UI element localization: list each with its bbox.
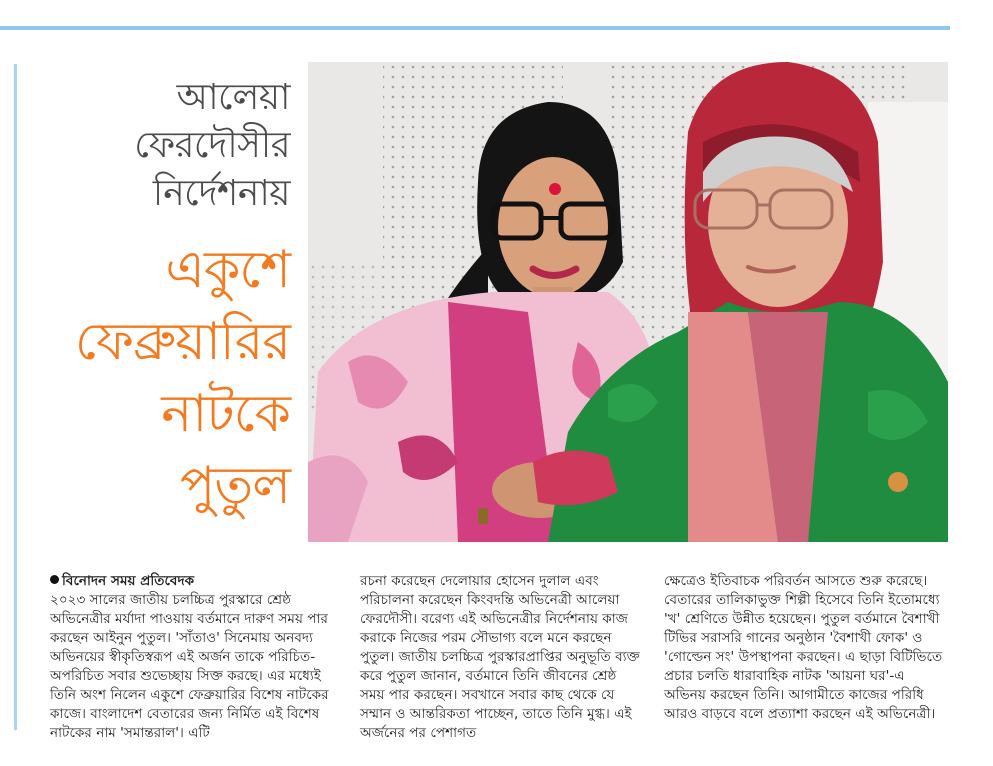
title-line: পুতুল xyxy=(179,456,290,516)
article-photo xyxy=(308,62,948,542)
title-line: নাটকে xyxy=(161,384,290,444)
article-text: রচনা করেছেন দেলোয়ার হোসেন দুলাল এবং পরিচালনা করেছেন কিংবদন্তি অভিনেত্রী আলেয়া ফেরদৌসী। বরেণ্য এই অভিনেত্রীর নির্দেশনায় কাজ করাকে নিজের পরম সৌভাগ্য বলে মনে করছেন পুতুল। জাতীয় চলচ্চিত্র পুরস্কারপ্রাপ্তির অনুভূতি ব্যক্ত করে পুতুল জানান, বর্তমানে তিনি জীবনের শ্রেষ্ঠ সময় পার করছেন। সবখানে সবার কাছ থেকে যে সম্মান ও আন্তরিকতা পাচ্ছেন, তাতে তিনি মুগ্ধ। এই অর্জনের পর পেশাগত xyxy=(360,573,640,741)
article-column-2 xyxy=(360,572,644,743)
headline-title xyxy=(40,234,290,522)
byline-text: বিনোদন সময় প্রতিবেদক xyxy=(62,573,195,589)
headline-block xyxy=(40,74,290,522)
article-column-3 xyxy=(664,572,948,724)
kicker-line: নির্দেশনায় xyxy=(152,173,290,214)
title-line: একুশে xyxy=(165,240,290,300)
byline-bullet-icon xyxy=(50,575,59,584)
headline-kicker xyxy=(40,74,290,218)
photo-illustration xyxy=(308,62,948,542)
top-rule xyxy=(0,26,950,30)
side-rule xyxy=(14,64,17,730)
article-text: ক্ষেত্রেও ইতিবাচক পরিবর্তন আসতে শুরু করেছে। বেতারের তালিকাভুক্ত শিল্পী হিসেবে তিনি ইতোমধ্যে 'খ' শ্রেণিতে উন্নীত হয়েছেন। পুতুল বর্তমানে বৈশাখী টিভির সরাসরি গানের অনুষ্ঠান 'বৈশাখী ফোক' ও 'গোল্ডেন সং' উপস্থাপনা করছেন। এ ছাড়া বিটিভিতে প্রচার চলতি ধারাবাহিক নাটক 'আয়না ঘর'-এ অভিনয় করছেন তিনি। আগামীতে কাজের পরিধি আরও বাড়বে বলে প্রত্যাশা করছেন এই অভিনেত্রী। xyxy=(664,573,943,722)
kicker-line: ফেরদৌসীর xyxy=(134,125,290,166)
byline xyxy=(50,572,336,591)
title-line: ফেব্রুয়ারির xyxy=(74,312,290,372)
article-text: ২০২৩ সালের জাতীয় চলচ্চিত্র পুরস্কারে শ্রেষ্ঠ অভিনেত্রীর মর্যাদা পাওয়ায় বর্তমানে দারুণ সময় পার করছেন আইনুন পুতুল। 'সাঁতাও' সিনেমায় অনবদ্য অভিনয়ের স্বীকৃতিস্বরূপ এই অর্জন তাকে পরিচিত-অপরিচিত সবার শুভেচ্ছায় সিক্ত করছে। এর মধ্যেই তিনি অংশ নিলেন একুশে ফেব্রুয়ারির বিশেষ নাটকের কাজে। বাংলাদেশ বেতারের জন্য নির্মিত এই বিশেষ নাটকের নাম 'সমান্তরাল'। এটি xyxy=(50,592,329,741)
kicker-line: আলেয়া xyxy=(176,77,290,118)
article-column-1 xyxy=(50,572,336,743)
